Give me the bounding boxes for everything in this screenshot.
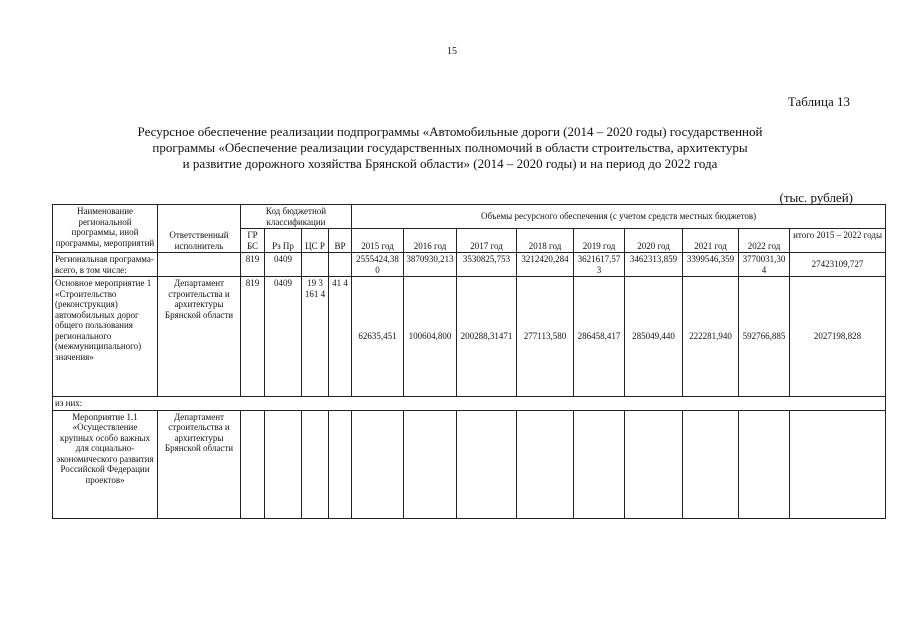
row-name: Мероприятие 1.1 «Осуществление крупных особо важных для социально-экономического развития Российской Федерации проектов» bbox=[53, 410, 158, 518]
header-csr: ЦС Р bbox=[302, 229, 329, 253]
header-year-2017: 2017 год bbox=[457, 229, 517, 253]
value-2015: 62635,451 bbox=[352, 277, 404, 397]
header-name: Наименование региональной программы, иной программы, мероприятий bbox=[53, 205, 158, 253]
table-row bbox=[53, 410, 886, 518]
row-grbs: 819 bbox=[241, 253, 265, 277]
value-total bbox=[790, 410, 886, 518]
document-title bbox=[60, 124, 840, 172]
header-rzpr: Рз Пр bbox=[265, 229, 302, 253]
title-line: Ресурсное обеспечение реализации подпрограммы «Автомобильные дороги (2014 – 2020 годы) государственной bbox=[137, 124, 763, 139]
row-csr bbox=[302, 410, 329, 518]
value-total: 27423109,727 bbox=[790, 253, 886, 277]
header-grbs: ГР БС bbox=[241, 229, 265, 253]
header-vr: ВР bbox=[329, 229, 352, 253]
row-name: Региональная программа- всего, в том числе: bbox=[53, 253, 158, 277]
header-year-2018: 2018 год bbox=[517, 229, 574, 253]
value-2022: 3770031,304 bbox=[739, 253, 790, 277]
value-2021: 3399546,359 bbox=[683, 253, 739, 277]
row-grbs bbox=[241, 410, 265, 518]
title-line: программы «Обеспечение реализации государственных полномочий в области строительства, архитектуры bbox=[152, 140, 748, 155]
row-csr bbox=[302, 253, 329, 277]
header-year-2016: 2016 год bbox=[404, 229, 457, 253]
units-label: (тыс. рублей) bbox=[779, 190, 853, 205]
value-2017: 3530825,753 bbox=[457, 253, 517, 277]
value-2017 bbox=[457, 410, 517, 518]
value-2020: 3462313,859 bbox=[625, 253, 683, 277]
value-2022 bbox=[739, 410, 790, 518]
header-total: итого 2015 – 2022 годы bbox=[790, 229, 886, 253]
row-subheading: из них: bbox=[53, 397, 886, 411]
value-2016: 100604,800 bbox=[404, 277, 457, 397]
row-responsible: Департамент строительства и архитектуры Брянской области bbox=[158, 277, 241, 397]
value-2017: 200288,31471 bbox=[457, 277, 517, 397]
value-2018: 3212420,284 bbox=[517, 253, 574, 277]
row-responsible: Департамент строительства и архитектуры Брянской области bbox=[158, 410, 241, 518]
table-row bbox=[53, 253, 886, 277]
title-line: и развитие дорожного хозяйства Брянской области» (2014 – 2020 годы) и на период до 2022 года bbox=[182, 156, 718, 171]
header-year-2021: 2021 год bbox=[683, 229, 739, 253]
value-2015 bbox=[352, 410, 404, 518]
row-csr: 19 3 161 4 bbox=[302, 277, 329, 397]
header-year-2022: 2022 год bbox=[739, 229, 790, 253]
header-year-2020: 2020 год bbox=[625, 229, 683, 253]
header-row-1 bbox=[53, 205, 886, 229]
page-number: 15 bbox=[447, 46, 457, 57]
row-vr bbox=[329, 253, 352, 277]
value-2021: 222281,940 bbox=[683, 277, 739, 397]
value-2018: 277113,580 bbox=[517, 277, 574, 397]
row-responsible bbox=[158, 253, 241, 277]
value-2021 bbox=[683, 410, 739, 518]
value-2020: 285049,440 bbox=[625, 277, 683, 397]
header-volumes: Объемы ресурсного обеспечения (с учетом средств местных бюджетов) bbox=[352, 205, 886, 229]
row-rzpr: 0409 bbox=[265, 253, 302, 277]
row-vr bbox=[329, 410, 352, 518]
header-year-2015: 2015 год bbox=[352, 229, 404, 253]
value-2019: 286458,417 bbox=[574, 277, 625, 397]
value-2019 bbox=[574, 410, 625, 518]
value-2022: 592766,885 bbox=[739, 277, 790, 397]
table-row bbox=[53, 277, 886, 397]
value-total: 2027198,828 bbox=[790, 277, 886, 397]
row-rzpr bbox=[265, 410, 302, 518]
budget-table bbox=[52, 204, 886, 519]
value-2020 bbox=[625, 410, 683, 518]
table-row bbox=[53, 397, 886, 411]
row-name: Основное мероприятие 1 «Строительство (реконструкция) автомобильных дорог общего пользования регионального (межмуниципального) значения» bbox=[53, 277, 158, 397]
header-year-2019: 2019 год bbox=[574, 229, 625, 253]
row-vr: 41 4 bbox=[329, 277, 352, 397]
table-label: Таблица 13 bbox=[787, 94, 850, 109]
row-grbs: 819 bbox=[241, 277, 265, 397]
header-budget-code: Код бюджетной классификации bbox=[241, 205, 352, 229]
value-2018 bbox=[517, 410, 574, 518]
header-responsible: Ответственный исполнитель bbox=[158, 205, 241, 253]
row-rzpr: 0409 bbox=[265, 277, 302, 397]
value-2019: 3621617,573 bbox=[574, 253, 625, 277]
value-2016 bbox=[404, 410, 457, 518]
value-2015: 2555424,380 bbox=[352, 253, 404, 277]
value-2016: 3870930,213 bbox=[404, 253, 457, 277]
